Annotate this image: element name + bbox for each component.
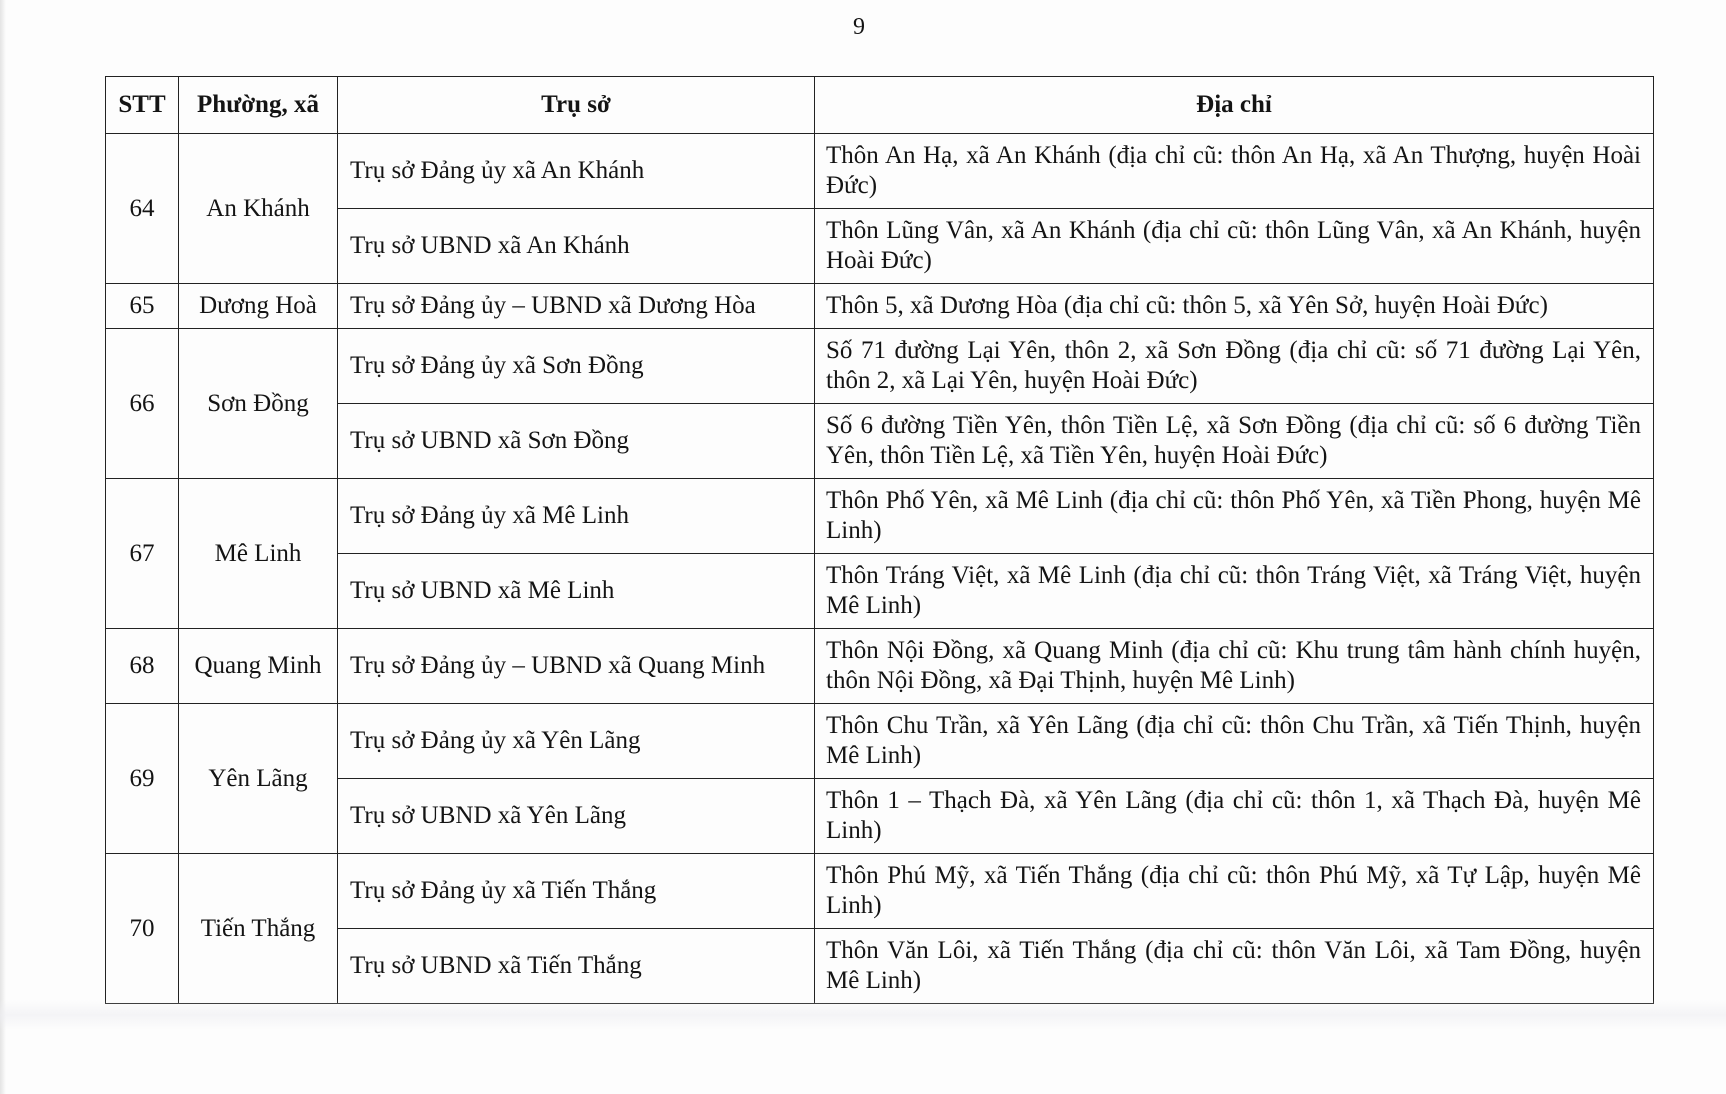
table-row [106,209,1654,284]
table-row [106,479,1654,554]
row-office: Trụ sở UBND xã An Khánh [338,209,815,284]
row-ward-name: Tiến Thắng [179,854,338,1004]
row-address: Số 71 đường Lại Yên, thôn 2, xã Sơn Đồng (địa chỉ cũ: số 71 đường Lại Yên, thôn 2, xã Lại Yên, huyện Hoài Đức) [815,329,1654,404]
row-address: Thôn 1 – Thạch Đà, xã Yên Lãng (địa chỉ cũ: thôn 1, xã Thạch Đà, huyện Mê Linh) [815,779,1654,854]
scan-left-edge [0,0,6,1094]
row-stt: 68 [106,629,179,704]
row-office: Trụ sở Đảng ủy xã Tiến Thắng [338,854,815,929]
row-address: Thôn Chu Trần, xã Yên Lãng (địa chỉ cũ: thôn Chu Trần, xã Tiến Thịnh, huyện Mê Linh) [815,704,1654,779]
row-stt: 70 [106,854,179,1004]
row-ward-name: Sơn Đồng [179,329,338,479]
table-row [106,929,1654,1004]
table-row [106,854,1654,929]
row-address: Thôn Phố Yên, xã Mê Linh (địa chỉ cũ: thôn Phố Yên, xã Tiền Phong, huyện Mê Linh) [815,479,1654,554]
scan-shadow [0,1000,1726,1030]
table-row [106,284,1654,329]
row-stt: 69 [106,704,179,854]
row-address: Thôn An Hạ, xã An Khánh (địa chỉ cũ: thôn An Hạ, xã An Thượng, huyện Hoài Đức) [815,134,1654,209]
row-office: Trụ sở Đảng ủy – UBND xã Dương Hòa [338,284,815,329]
row-ward-name: Dương Hoà [179,284,338,329]
table-row [106,779,1654,854]
row-stt: 66 [106,329,179,479]
row-ward-name: Quang Minh [179,629,338,704]
row-address: Thôn Văn Lôi, xã Tiến Thắng (địa chỉ cũ: thôn Văn Lôi, xã Tam Đồng, huyện Mê Linh) [815,929,1654,1004]
table-header-row [106,77,1654,134]
table-row [106,134,1654,209]
row-office: Trụ sở UBND xã Yên Lãng [338,779,815,854]
row-office: Trụ sở Đảng ủy xã Yên Lãng [338,704,815,779]
row-address: Thôn 5, xã Dương Hòa (địa chỉ cũ: thôn 5, xã Yên Sở, huyện Hoài Đức) [815,284,1654,329]
row-ward-name: Yên Lãng [179,704,338,854]
table-row [106,404,1654,479]
row-stt: 65 [106,284,179,329]
header-address: Địa chỉ [815,77,1654,134]
row-office: Trụ sở UBND xã Mê Linh [338,554,815,629]
row-office: Trụ sở UBND xã Tiến Thắng [338,929,815,1004]
page-number: 9 [853,14,865,40]
row-address: Thôn Lũng Vân, xã An Khánh (địa chỉ cũ: thôn Lũng Vân, xã An Khánh, huyện Hoài Đức) [815,209,1654,284]
row-stt: 67 [106,479,179,629]
table-row [106,329,1654,404]
table-row [106,704,1654,779]
header-ward-commune: Phường, xã [179,77,338,134]
row-office: Trụ sở Đảng ủy xã Mê Linh [338,479,815,554]
row-address: Thôn Phú Mỹ, xã Tiến Thắng (địa chỉ cũ: thôn Phú Mỹ, xã Tự Lập, huyện Mê Linh) [815,854,1654,929]
headquarters-table [105,76,1654,1004]
row-office: Trụ sở Đảng ủy – UBND xã Quang Minh [338,629,815,704]
header-headquarters: Trụ sở [338,77,815,134]
row-ward-name: Mê Linh [179,479,338,629]
table-row [106,629,1654,704]
row-stt: 64 [106,134,179,284]
table-row [106,554,1654,629]
row-office: Trụ sở Đảng ủy xã An Khánh [338,134,815,209]
row-office: Trụ sở Đảng ủy xã Sơn Đồng [338,329,815,404]
row-ward-name: An Khánh [179,134,338,284]
row-address: Số 6 đường Tiền Yên, thôn Tiền Lệ, xã Sơn Đồng (địa chỉ cũ: số 6 đường Tiền Yên, thôn Tiền Lệ, xã Tiền Yên, huyện Hoài Đức) [815,404,1654,479]
header-stt: STT [106,77,179,134]
row-address: Thôn Tráng Việt, xã Mê Linh (địa chỉ cũ: thôn Tráng Việt, xã Tráng Việt, huyện Mê Linh) [815,554,1654,629]
row-office: Trụ sở UBND xã Sơn Đồng [338,404,815,479]
row-address: Thôn Nội Đồng, xã Quang Minh (địa chỉ cũ: Khu trung tâm hành chính huyện, thôn Nội Đồng, xã Đại Thịnh, huyện Mê Linh) [815,629,1654,704]
